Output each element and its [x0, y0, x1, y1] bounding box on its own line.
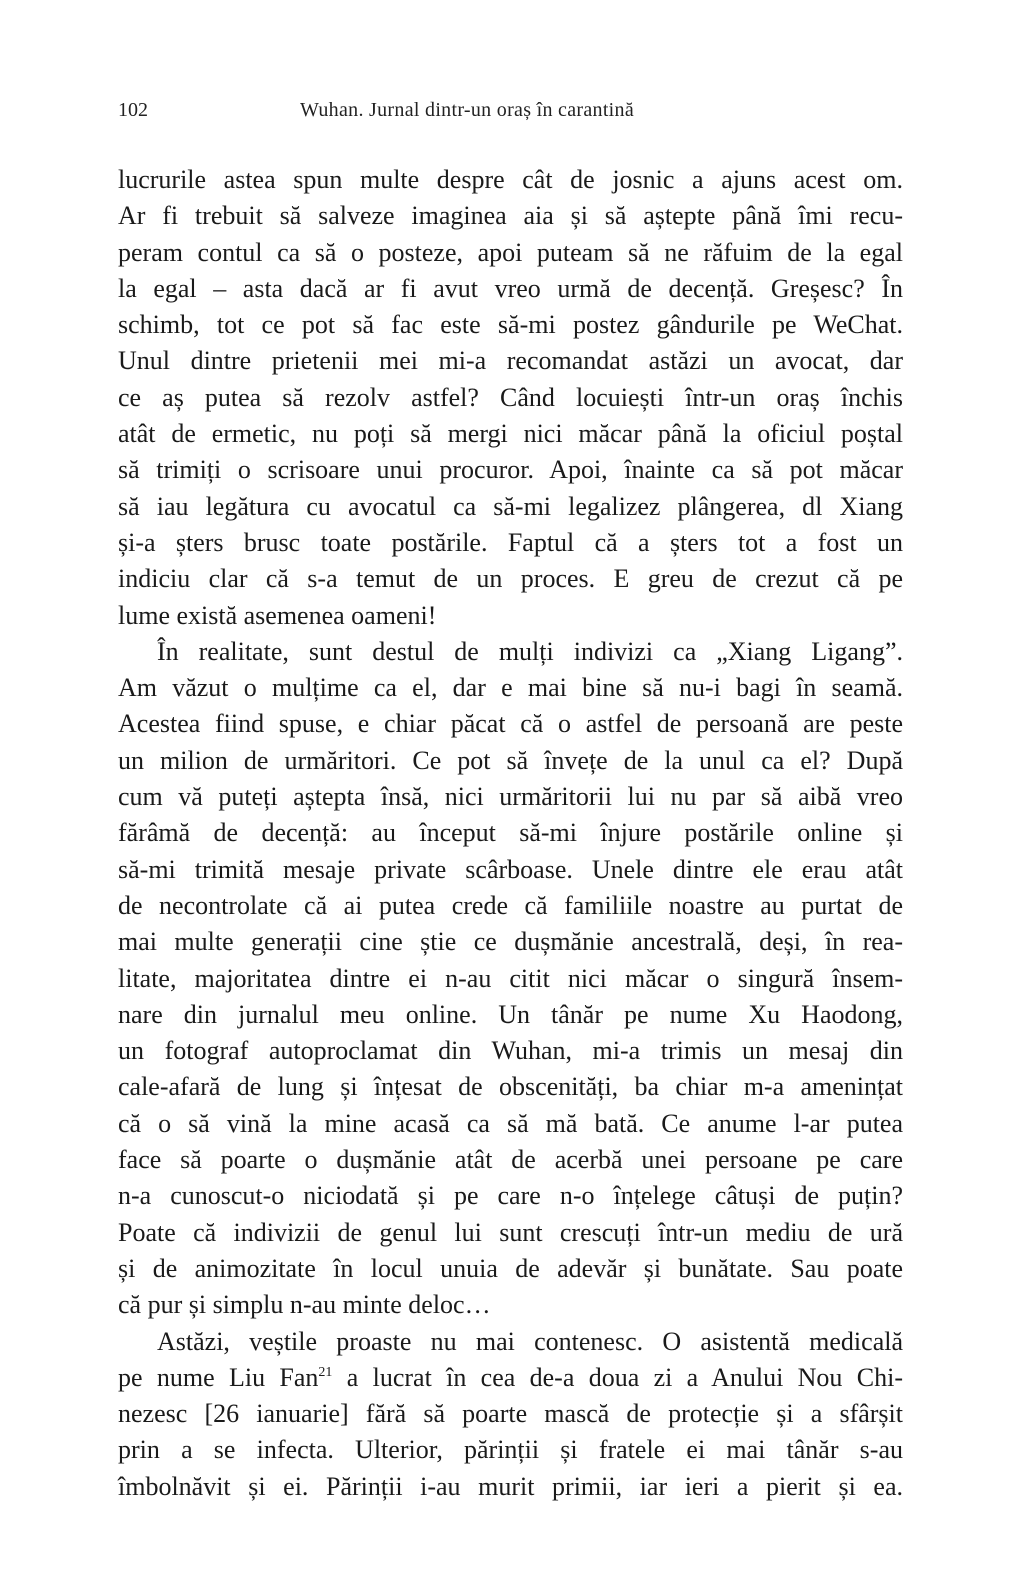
text-line: atât de ermetic, nu poți să mergi nici măcar până la oficiul poștal [118, 419, 903, 449]
running-head [118, 96, 903, 124]
body-text [118, 162, 903, 1505]
text-line: să iau legătura cu avocatul ca să-mi legalizez plângerea, dl Xiang [118, 491, 903, 521]
text-line: nare din jurnalul meu online. Un tânăr pe nume Xu Haodong, [118, 999, 903, 1029]
text-line: un fotograf autoproclamat din Wuhan, mi-a trimis un mesaj din [118, 1036, 903, 1066]
paragraph [118, 1324, 903, 1505]
text-line: nezesc [26 ianuarie] fără să poarte mască de protecție și a sfârșit [118, 1399, 903, 1429]
text-line: un milion de urmăritori. Ce pot să învețe de la unul ca el? După [118, 745, 903, 775]
text-line: n-a cunoscut-o niciodată și pe care n-o înțelege câtuși de puțin? [118, 1181, 903, 1211]
text-line: face să poarte o dușmănie atât de acerbă unei persoane pe care [118, 1145, 903, 1175]
text-line: și de animozitate în locul unuia de adevăr și bunătate. Sau poate [118, 1253, 903, 1283]
text-line: cum vă puteți aștepta însă, nici urmăritorii lui nu par să aibă vreo [118, 782, 903, 812]
text-line: de necontrolate că ai putea crede că familiile noastre au purtat de [118, 890, 903, 920]
text-line: În realitate, sunt destul de mulți indivizi ca „Xiang Ligang”. [157, 636, 903, 666]
text-line: Ar fi trebuit să salveze imaginea aia și să aștepte până îmi recu- [118, 201, 903, 231]
text-line: ce aș putea să rezolv astfel? Când locuiești într-un oraș închis [118, 382, 903, 412]
paragraph [118, 162, 903, 634]
text-line: lume există asemenea oameni! [118, 600, 437, 630]
text-line: cale-afară de lung și înțesat de obscenități, ba chiar m-a amenințat [118, 1072, 903, 1102]
text-line: litate, majoritatea dintre ei n-au citit nici măcar o singură însem- [118, 963, 903, 993]
text-line: Poate că indivizii de genul lui sunt crescuți într-un mediu de ură [118, 1217, 903, 1247]
text-segment: a lucrat în cea de-a doua zi a Anului Nou Chi- [332, 1362, 903, 1392]
text-line: Unul dintre prietenii mei mi-a recomandat astăzi un avocat, dar [118, 346, 903, 376]
page-number: 102 [118, 99, 148, 121]
text-segment: pe nume Liu Fan [118, 1362, 319, 1392]
text-line: Astăzi, veștile proaste nu mai contenesc. O asistentă medicală [157, 1326, 903, 1356]
text-line: că o să vină la mine acasă ca să mă bată. Ce anume l-ar putea [118, 1108, 903, 1138]
text-line: și-a șters brusc toate postările. Faptul că a șters tot a fost un [118, 527, 903, 557]
book-title: Wuhan. Jurnal dintr-un oraș în carantină [300, 99, 635, 121]
text-line: Acestea fiind spuse, e chiar păcat că o astfel de persoană are peste [118, 709, 903, 739]
text-line: prin a se infecta. Ulterior, părinții și fratele ei mai tânăr s-au [118, 1435, 903, 1465]
text-line: să-mi trimită mesaje private scârboase. Unele dintre ele erau atât [118, 854, 903, 884]
text-line-with-footnote [118, 1360, 903, 1396]
text-line: mai multe generații cine știe ce dușmănie ancestrală, deși, în rea- [118, 927, 903, 957]
text-line: să trimiți o scrisoare unui procuror. Apoi, înainte ca să pot măcar [118, 455, 903, 485]
text-line: fărâmă de decență: au început să-mi înjure postările online și [118, 818, 903, 848]
paragraph [118, 634, 903, 1324]
text-line: la egal – asta dacă ar fi avut vreo urmă de decență. Greșesc? În [118, 273, 903, 303]
text-line: lucrurile astea spun multe despre cât de josnic a ajuns acest om. [118, 165, 903, 194]
text-line: Am văzut o mulțime ca el, dar e mai bine să nu-i bagi în seamă. [118, 673, 903, 703]
text-line: că pur și simplu n-au minte deloc… [118, 1290, 491, 1320]
text-line: îmbolnăvit și ei. Părinții i-au murit primii, iar ieri a pierit și ea. [118, 1471, 903, 1501]
text-line: peram contul ca să o posteze, apoi puteam să ne răfuim de la egal [118, 237, 903, 267]
text-line: schimb, tot ce pot să fac este să-mi postez gândurile pe WeChat. [118, 310, 903, 340]
text-line: indiciu clar că s-a temut de un proces. E greu de crezut că pe [118, 564, 903, 594]
footnote-marker[interactable]: 21 [318, 1364, 333, 1380]
